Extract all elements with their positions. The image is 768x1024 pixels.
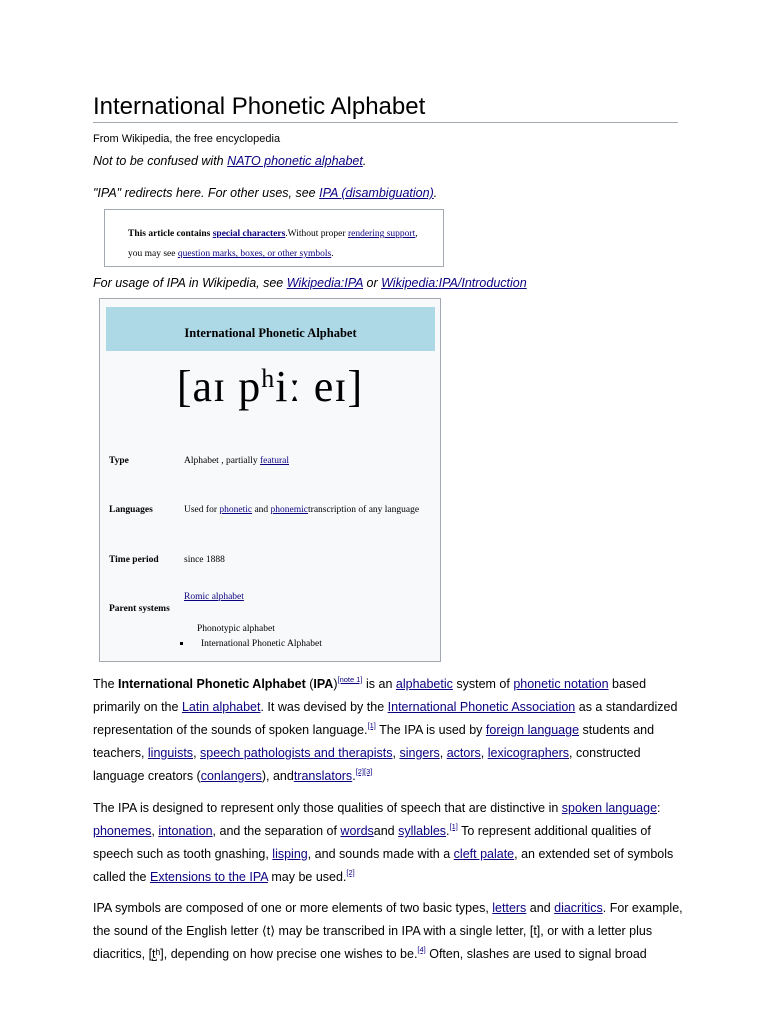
link-lisping[interactable]: lisping [272, 847, 308, 861]
link-linguists[interactable]: linguists [147, 746, 194, 760]
citation-link[interactable]: [1] [367, 721, 376, 730]
infobox-parent-item: Phonotypic alphabet [197, 624, 275, 634]
hatnote-nato [93, 154, 366, 168]
bold-term: IPA [313, 677, 334, 691]
hatnote-text: or [363, 276, 382, 290]
text: , [439, 746, 447, 760]
link-intonation[interactable]: intonation [158, 824, 213, 838]
text: . It was devised by the [260, 700, 388, 714]
infobox-value-time-period: since 1888 [184, 555, 225, 565]
citation-link[interactable]: [2][3] [355, 767, 373, 776]
link-special-characters[interactable]: special characters [212, 229, 286, 239]
link-cleft-palate[interactable]: cleft palate [453, 847, 515, 861]
notice-text: This article contains [128, 229, 213, 239]
bold-term: International Phonetic Alphabet [118, 677, 306, 691]
link-wikipedia-ipa-introduction[interactable]: Wikipedia:IPA/Introduction [381, 276, 527, 290]
text: system of [452, 677, 514, 691]
link-alphabetic[interactable]: alphabetic [395, 677, 453, 691]
text: . For example, the sound of the English letter ⟨t⟩ may be transcribed in IPA with a single letter, [t], or with a letter plus diacritics, [t̺ʰ], depending on how precise one wishes to be. [93, 901, 683, 961]
citation-link[interactable]: [2] [346, 868, 355, 877]
text: . [352, 769, 356, 783]
text: ), and [261, 769, 294, 783]
paragraph-intro [93, 673, 683, 788]
text: , [480, 746, 488, 760]
infobox-label-parent-systems: Parent systems [109, 604, 170, 614]
link-words[interactable]: words [340, 824, 374, 838]
paragraph-design [93, 797, 683, 889]
infobox-label-time-period: Time period [109, 555, 159, 565]
hatnote-text: . [362, 154, 367, 168]
infobox-text: transcription of any language [308, 505, 420, 515]
ipa-part: iː eɪ] [275, 362, 364, 411]
text: , and the separation of [212, 824, 341, 838]
text: The IPA is used by [375, 723, 486, 737]
infobox [99, 298, 441, 662]
link-romic-alphabet[interactable]: Romic alphabet [184, 592, 244, 602]
text: based primarily on the [93, 677, 647, 714]
text: , [392, 746, 400, 760]
hatnote-text: . [433, 186, 438, 200]
link-diacritics[interactable]: diacritics [554, 901, 603, 915]
link-international-phonetic-association[interactable]: International Phonetic Association [387, 700, 576, 714]
link-foreign-language[interactable]: foreign language [485, 723, 580, 737]
citation-link[interactable]: [4] [417, 945, 426, 954]
link-phonemes[interactable]: phonemes [93, 824, 152, 838]
infobox-ipa-transcription [100, 359, 440, 415]
text: The [93, 677, 119, 691]
link-nato-phonetic-alphabet[interactable]: NATO phonetic alphabet [227, 154, 363, 168]
text: , [151, 824, 159, 838]
text: Often, slashes are used to signal broad [425, 947, 647, 961]
citation-link[interactable]: [note 1] [337, 675, 363, 684]
text: and [373, 824, 399, 838]
link-spoken-language[interactable]: spoken language [561, 801, 658, 815]
ipa-superscript: h [261, 364, 276, 393]
infobox-label-type: Type [109, 456, 129, 466]
text: ( [305, 677, 314, 691]
infobox-text: International Phonetic Alphabet [201, 639, 322, 649]
hatnote-redirect [93, 186, 437, 200]
link-phonetic-notation[interactable]: phonetic notation [513, 677, 609, 691]
bullet-icon [180, 642, 183, 645]
citation-link[interactable]: [1] [449, 822, 458, 831]
text: as a standardized representation of the sounds of spoken language. [93, 700, 678, 737]
link-ipa-disambiguation[interactable]: IPA (disambiguation) [319, 186, 434, 200]
text: IPA symbols are composed of one or more elements of two basic types, [93, 901, 493, 915]
infobox-header: International Phonetic Alphabet [106, 307, 435, 351]
link-translators[interactable]: translators [293, 769, 353, 783]
link-phonetic[interactable]: phonetic [219, 505, 253, 515]
text: may be used. [267, 870, 347, 884]
special-characters-notice [104, 209, 444, 267]
notice-text: you may see [128, 249, 178, 259]
infobox-label-languages: Languages [109, 505, 153, 515]
link-syllables[interactable]: syllables [398, 824, 447, 838]
link-question-marks[interactable]: question marks, boxes, or other symbols [177, 249, 332, 259]
infobox-value-type [184, 456, 289, 466]
text: : [657, 801, 661, 815]
link-rendering-support[interactable]: rendering support [347, 229, 416, 239]
link-latin-alphabet[interactable]: Latin alphabet [181, 700, 261, 714]
text: . [446, 824, 450, 838]
link-extensions-to-the-ipa[interactable]: Extensions to the IPA [149, 870, 268, 884]
text: , an extended set of symbols called the [93, 847, 674, 884]
hatnote-wikipedia-ipa [93, 276, 527, 290]
text: and [526, 901, 555, 915]
ipa-part: [aɪ p [176, 362, 262, 411]
text: The IPA is designed to represent only those qualities of speech that are distinctive in [93, 801, 562, 815]
text: , constructed language creators ( [93, 746, 641, 783]
link-actors[interactable]: actors [446, 746, 481, 760]
infobox-parent-item [180, 639, 322, 649]
notice-text: .Without proper [285, 229, 348, 239]
link-phonemic[interactable]: phonemic [270, 505, 309, 515]
text: students and teachers, [93, 723, 655, 760]
link-lexicographers[interactable]: lexicographers [487, 746, 570, 760]
link-featural[interactable]: featural [259, 456, 289, 466]
notice-text: , [415, 229, 418, 239]
hatnote-text: Not to be confused with [93, 154, 228, 168]
tagline: From Wikipedia, the free encyclopedia [93, 133, 281, 145]
infobox-text: Alphabet , partially [184, 456, 260, 466]
text: ) [333, 677, 338, 691]
hatnote-text: For usage of IPA in Wikipedia, see [93, 276, 287, 290]
hatnote-text: "IPA" redirects here. For other uses, see [93, 186, 320, 200]
infobox-value-languages [184, 505, 419, 515]
link-singers[interactable]: singers [399, 746, 440, 760]
text: , [193, 746, 201, 760]
link-speech-pathologists[interactable]: speech pathologists and therapists [200, 746, 393, 760]
page-title: International Phonetic Alphabet [93, 92, 678, 123]
text: is an [362, 677, 396, 691]
infobox-text: and [252, 505, 271, 515]
link-conlangers[interactable]: conlangers [200, 769, 262, 783]
text: To represent additional qualities of speech such as tooth gnashing, [93, 824, 651, 861]
infobox-value-parent [184, 592, 244, 602]
infobox-text: Used for [184, 505, 220, 515]
link-letters[interactable]: letters [492, 901, 527, 915]
link-wikipedia-ipa[interactable]: Wikipedia:IPA [286, 276, 364, 290]
notice-text: . [331, 249, 334, 259]
text: , and sounds made with a [307, 847, 454, 861]
paragraph-symbols [93, 897, 683, 966]
